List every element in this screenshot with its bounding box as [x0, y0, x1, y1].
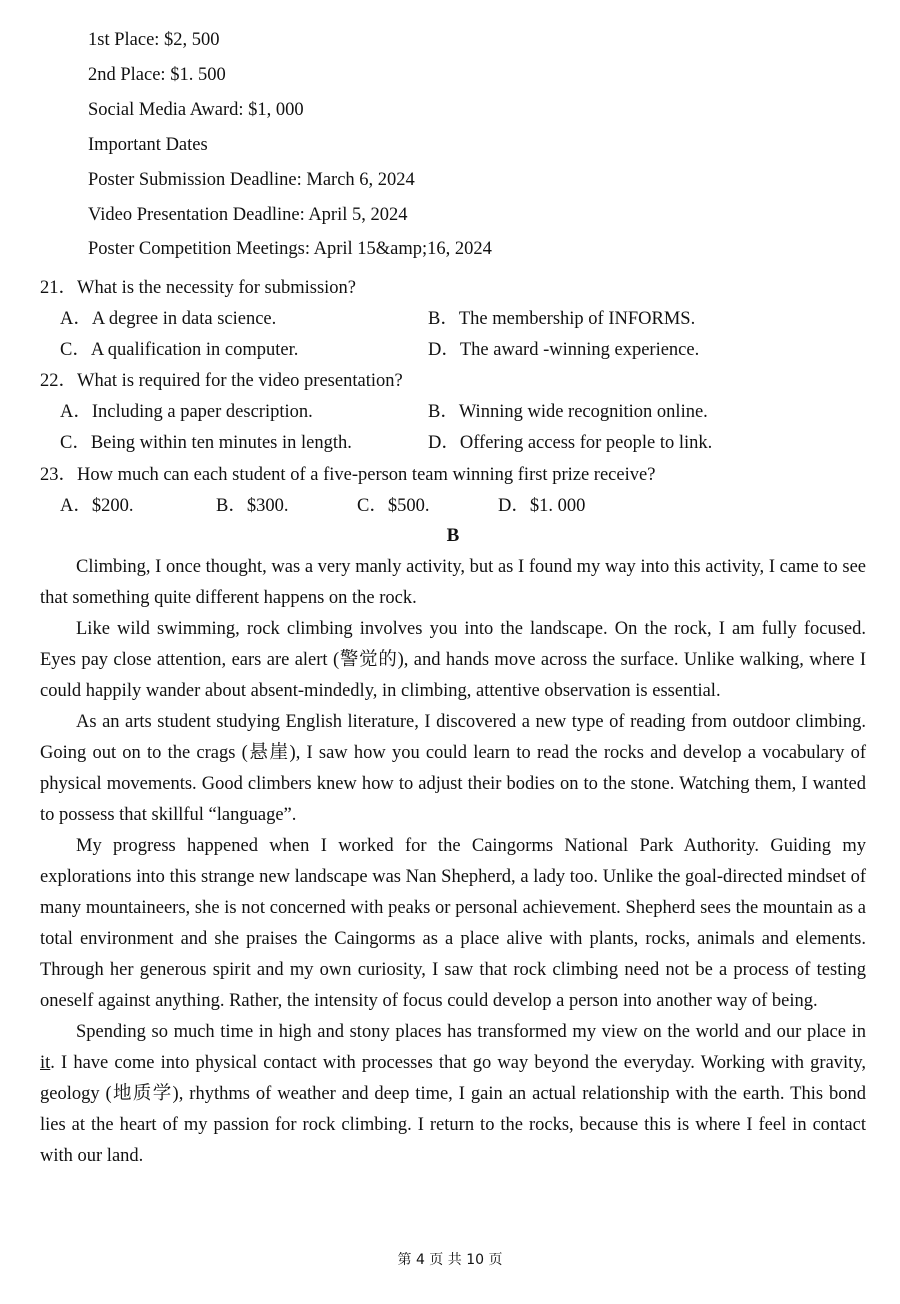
- question-22-option-a: A．Including a paper description.: [60, 402, 313, 422]
- video-deadline: Video Presentation Deadline: April 5, 2024: [88, 205, 408, 225]
- question-21-option-b: B．The membership of INFORMS.: [428, 309, 696, 329]
- prize-first: 1st Place: $2, 500: [88, 30, 220, 50]
- section-b-title: B: [446, 525, 460, 546]
- question-22-option-c: C．Being within ten minutes in length.: [60, 433, 352, 453]
- question-23-option-a: A．$200.: [60, 496, 134, 516]
- question-22-option-b: B．Winning wide recognition online.: [428, 402, 708, 422]
- competition-meetings: Poster Competition Meetings: April 15&amp;16, 2024: [88, 239, 492, 259]
- question-23-stem: 23．How much can each student of a five-person team winning first prize receive?: [40, 465, 656, 485]
- question-22-stem: 22．What is required for the video presentation?: [40, 371, 403, 391]
- question-21-option-c: C．A qualification in computer.: [60, 340, 299, 360]
- important-dates-heading: Important Dates: [88, 135, 208, 155]
- poster-deadline: Poster Submission Deadline: March 6, 2024: [88, 170, 415, 190]
- question-21-stem: 21．What is the necessity for submission?: [40, 278, 356, 298]
- question-21-option-d: D．The award -winning experience.: [428, 340, 700, 360]
- question-23-option-d: D．$1. 000: [498, 496, 586, 516]
- page-footer: 第 4 页 共 10 页: [397, 1252, 503, 1268]
- paragraph-5-text-before: Spending so much time in high and stony places has transformed my view on the world and our place in: [76, 1022, 866, 1042]
- reading-passage-b: [40, 552, 866, 1172]
- paragraph-5-text-after: . I have come into physical contact with processes that go way beyond the everyday. Working with gravity, geology (地质学), rhythms of weather and deep time, I gain an actual relationship with the earth. This bond lies at the heart of my passion for rock climbing. I return to the rocks, because this is where I feel in contact with our land.: [40, 1053, 866, 1166]
- underlined-word-it: it: [40, 1053, 51, 1073]
- question-23-option-b: B．$300.: [216, 496, 289, 516]
- question-22-option-d: D．Offering access for people to link.: [428, 433, 713, 453]
- question-21-option-a: A．A degree in data science.: [60, 309, 277, 329]
- prize-social-media: Social Media Award: $1, 000: [88, 100, 304, 120]
- passage-paragraph-3: As an arts student studying English literature, I discovered a new type of reading from outdoor climbing. Going out on to the crags (悬崖), I saw how you could learn to read the rocks and develop a vocabulary of physical movements. Good climbers knew how to adjust their bodies on to the stone. Watching them, I wanted to possess that skillful “language”.: [40, 712, 866, 825]
- passage-paragraph-5: [40, 1017, 866, 1172]
- passage-paragraph-2: Like wild swimming, rock climbing involves you into the landscape. On the rock, I am fully focused. Eyes pay close attention, ears are alert (警觉的), and hands move across the surface. Unlike walking, where I could happily wander about absent-mindedly, in climbing, attentive observation is essential.: [40, 619, 866, 701]
- passage-paragraph-1: Climbing, I once thought, was a very manly activity, but as I found my way into this activity, I came to see that something quite different happens on the rock.: [40, 557, 866, 608]
- passage-paragraph-4: My progress happened when I worked for the Caingorms National Park Authority. Guiding my explorations into this strange new landscape was Nan Shepherd, a lady too. Unlike the goal-directed mindset of many mountaineers, she is not concerned with peaks or personal achievement. Shepherd sees the mountain as a total environment and she praises the Caingorms as a place alive with plants, rocks, animals and elements. Through her generous spirit and my own curiosity, I saw that rock climbing need not be a process of testing oneself against anything. Rather, the intensity of focus could develop a person into another way of being.: [40, 836, 866, 1011]
- prize-second: 2nd Place: $1. 500: [88, 65, 226, 85]
- question-23-option-c: C．$500.: [357, 496, 430, 516]
